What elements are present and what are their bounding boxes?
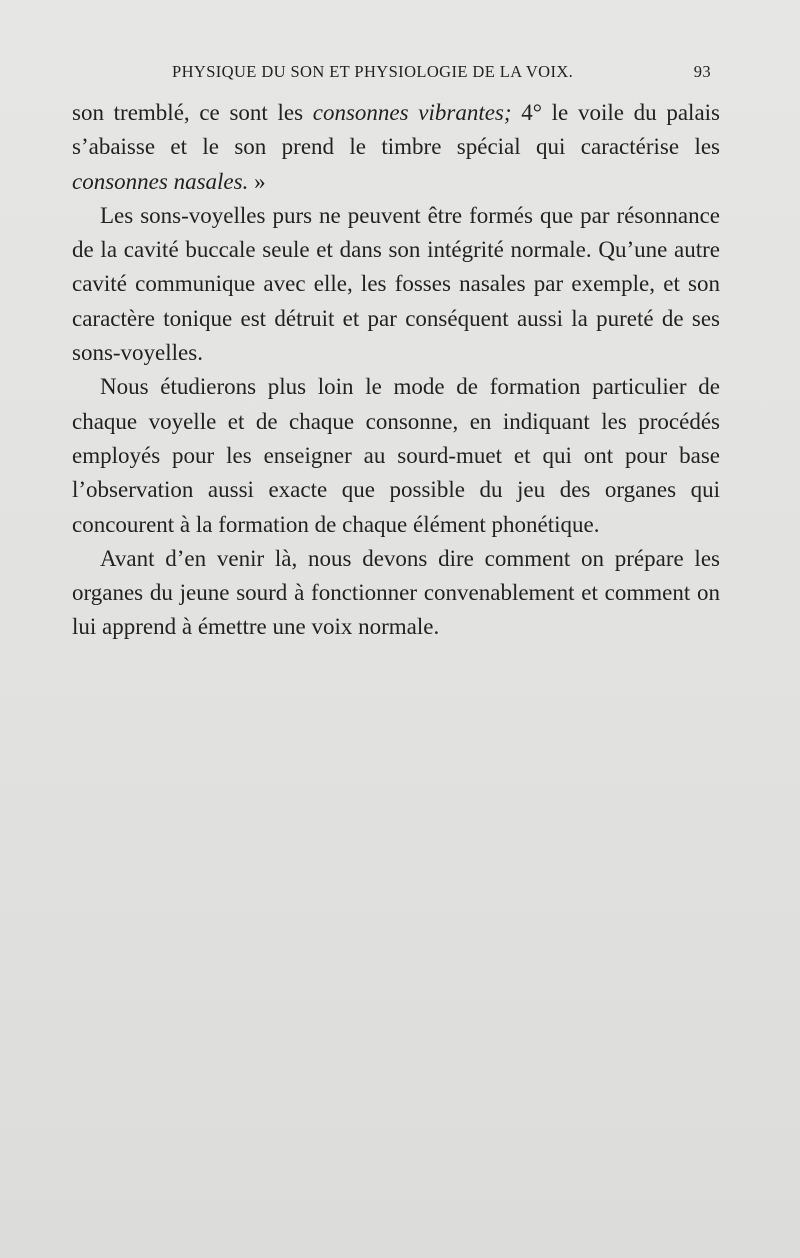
italic-term: consonnes nasales.	[72, 168, 249, 194]
paragraph-1	[72, 96, 720, 199]
paragraph-4: Avant d’en venir là, nous devons dire comment on prépare les organes du jeune sourd à fonctionner convenablement et comment on lui apprend à émettre une voix normale.	[72, 545, 720, 640]
text-segment: »	[248, 168, 266, 194]
text-segment: 4° le voile du palais s’abaisse et le son prend le timbre spécial qui caractérise les	[72, 100, 720, 160]
paragraph-3: Nous étudierons plus loin le mode de formation particulier de chaque voyelle et de chaque consonne, en indiquant les procédés employés pour les enseigner au sourd-muet et qui ont pour base l’observation aussi exacte que possible du jeu des organes qui concourent à la formation de chaque élément phonétique.	[72, 374, 720, 537]
italic-term: consonnes vibrantes;	[312, 100, 512, 125]
paragraph-2: Les sons-voyelles purs ne peuvent être formés que par résonnance de la cavité buccale seule et dans son intégrité normale. Qu’une autre cavité communique avec elle, les fosses nasales par exemple, et son caractère tonique est détruit et par conséquent aussi la pureté de ses sons-voyelles.	[72, 202, 720, 366]
text-segment: son tremblé, ce sont les	[72, 100, 313, 125]
running-head	[75, 62, 711, 86]
running-title: PHYSIQUE DU SON ET PHYSIOLOGIE DE LA VOIX.	[172, 62, 574, 81]
page-number: 93	[693, 62, 711, 81]
body-text	[72, 96, 720, 645]
